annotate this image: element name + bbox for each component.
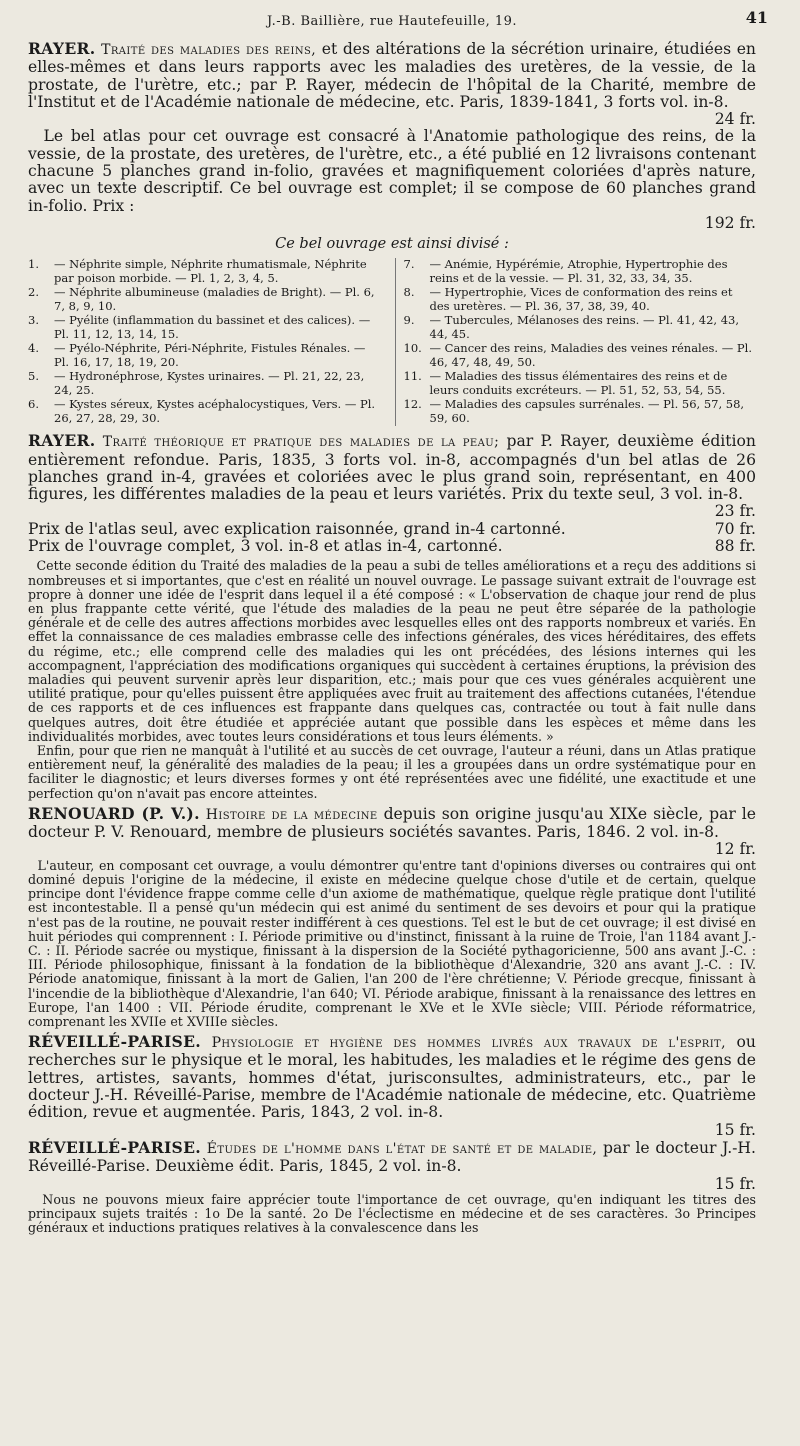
page-number: 41	[745, 8, 768, 27]
price: 15 fr.	[714, 1120, 756, 1139]
plate-description: — Hypertrophie, Vices de conformation des reins et des uretères. — Pl. 36, 37, 38, 39, 40.	[429, 285, 733, 313]
entry-body: par le docteur J.-H. Réveillé-Parise. Deuxième édit. Paris, 1845, 2 vol. in-8.	[28, 1138, 756, 1176]
price-line	[28, 111, 756, 128]
complete-price-label: Prix de l'ouvrage complet, 3 vol. in-8 et atlas in-4, cartonné.	[28, 537, 503, 556]
plate-number: 3.	[28, 313, 39, 328]
plate-number: 9.	[403, 313, 415, 328]
entry-note	[28, 1193, 756, 1236]
price: 24 fr.	[714, 110, 756, 129]
plate-description: — Anémie, Hypérémie, Atrophie, Hypertrophie des reins et de la vessie. — Pl. 31, 32, 33, 34, 35.	[429, 257, 728, 285]
plate-number: 8.	[403, 285, 415, 300]
plate-description: — Tubercules, Mélanoses des reins. — Pl. 41, 42, 43, 44, 45.	[429, 313, 740, 341]
note-text: Enfin, pour que rien ne manquât à l'utilité et au succès de cet ouvrage, l'auteur a réuni, dans un Atlas pratique entièrement neuf, la généralité des maladies de la peau; il les a groupées dans un ordre systématique pour en faciliter le diagnostic; et leurs diverses formes y ont été représentées avec une fidélité, une exactitude et une perfection qu'on n'avait pas encore atteintes.	[28, 742, 756, 801]
entry-title: Histoire de la médecine	[205, 806, 378, 823]
note-text: Nous ne pouvons mieux faire apprécier toute l'importance de cet ouvrage, qu'en indiquant les titres des principaux sujets traités : 1o De la santé. 2o De l'éclectisme en médecine et de ses caractères. 3o Principes généraux et inductions pratiques relatives à la convalescence dans les	[28, 1191, 756, 1236]
plate-description: — Kystes séreux, Kystes acéphalocystiques, Vers. — Pl. 26, 27, 28, 29, 30.	[54, 397, 376, 425]
entry-rayer-peau	[28, 432, 756, 503]
atlas-price: 192 fr.	[704, 213, 756, 232]
plates-column-left	[28, 258, 381, 426]
plate-description: — Néphrite simple, Néphrite rhumatismale, Néphrite par poison morbide. — Pl. 1, 2, 3, 4, 5.	[54, 257, 367, 285]
entry-body: ou recherches sur le physique et le moral, les habitudes, les maladies et le régime des gens de lettres, artistes, savants, hommes d'état, jurisconsultes, administrateurs, etc., par le docteur J.-H. Réveillé-Parise, membre de l'Académie nationale de médecine, etc. Quatrième édition, revue et augmentée. Paris, 1843, 2 vol. in-8.	[28, 1033, 756, 1122]
price: 12 fr.	[714, 840, 756, 859]
plate-group	[28, 258, 381, 285]
plate-description: — Pyélo-Néphrite, Péri-Néphrite, Fistules Rénales. — Pl. 16, 17, 18, 19, 20.	[54, 341, 366, 369]
plate-group	[404, 314, 757, 341]
plate-group	[28, 286, 381, 313]
plate-group	[28, 370, 381, 397]
plate-number: 11.	[403, 369, 422, 384]
price-line	[28, 503, 756, 520]
plate-group	[404, 286, 757, 313]
entry-note	[28, 744, 756, 801]
entry-body: par P. Rayer, deuxième édition entièrement refondue. Paris, 1835, 3 forts vol. in-8, accompagnés d'un bel atlas de 26 planches grand in-4, gravées et coloriées avec le plus grand soin, représentant, en 400 figures, les différentes maladies de la peau et leurs variétés. Prix du texte seul, 3 vol. in-8.	[28, 432, 756, 504]
plate-number: 5.	[28, 369, 39, 384]
note-text: L'auteur, en composant cet ouvrage, a voulu démontrer qu'entre tant d'opinions diverses ou contraires qui ont dominé depuis l'origine de la médecine, il existe en médecine quelque chose d'utile et de certain, quelque principe dont l'évidence frappe comme celle d'un axiome de mathématique, quelque règle pratique dont l'utilité est incontestable. Il a pensé qu'un médecin qui est animé du sentiment de ses devoirs et pour qui la pratique n'est pas de la routine, ne pouvait rester indifférent à ces questions. Tel est le but de cet ouvrage; il est divisé en huit périodes qui comprennent : I. Période primitive ou d'instinct, finissant à la ruine de Troie, l'an 1184 avant J.-C. : II. Période sacrée ou mystique, finissant à la dispersion de la Société pythagoricienne, 500 ans avant J.-C. : III. Période philosophique, finissant à la fondation de la bibliothèque d'Alexandrie, 320 ans avant J.-C. : IV. Période anatomique, finissant à la mort de Galien, l'an 200 de l'ère chrétienne; V. Période grecque, finissant à l'incendie de la bibliothèque d'Alexandrie, l'an 640; VI. Période arabique, finissant à la renaissance des lettres en Europe, l'an 1400 : VII. Période érudite, comprenant le XVe et le XVIe siècle; VIII. Période réformatrice, comprenant les XVIIe et XVIIIe siècles.	[28, 857, 756, 1029]
entry-reveille-etudes	[28, 1139, 756, 1176]
entry-title: Traité des maladies des reins,	[101, 42, 317, 58]
entry-note	[28, 559, 756, 744]
price: 23 fr.	[714, 502, 756, 521]
plate-number: 4.	[28, 341, 39, 356]
atlas-price: 70 fr.	[714, 519, 756, 538]
plate-group	[28, 398, 381, 425]
plate-group	[28, 342, 381, 369]
entry-note	[28, 859, 756, 1029]
plate-number: 7.	[403, 257, 415, 272]
plate-number: 10.	[403, 341, 422, 356]
plate-number: 12.	[403, 397, 422, 412]
plate-group	[404, 370, 757, 397]
entry-author: RAYER.	[28, 39, 96, 58]
entry-reveille-physiologie	[28, 1033, 756, 1121]
atlas-text: Le bel atlas pour cet ouvrage est consacré à l'Anatomie pathologique des reins, de la vessie, de la prostate, des uretères, de l'urètre, etc., a été publié en 12 livraisons contenant chacune 5 planches grand in-folio, gravées et magnifiquement coloriées d'après nature, avec un texte descriptif. Ce bel ouvrage est complet; il se compose de 60 planches grand in-folio. Prix :	[28, 127, 756, 215]
complete-price-line	[28, 538, 756, 555]
note-text: Cette seconde édition du Traité des maladies de la peau a subi de telles améliorations et a reçu des additions si nombreuses et si importantes, que c'est en réalité un nouvel ouvrage. Le passage suivant extrait de l'ouvrage est propre à donner une idée de l'esprit dans lequel il a été composé : « L'observation de chaque jour rend de plus en plus frappante cette vérité, que l'étude des maladies de la peau ne peut être séparée de la pathologie générale et de celle des autres affections morbides avec lesquelles elles ont des rapports nombreux et variés. En effet la connaissance de ces maladies embrasse celle des infections générales, des vices héréditaires, des effets du régime, etc.; elle comprend celle des maladies qui les ont précédées, des lésions internes qui les accompagnent, l'appréciation des modifications organiques qui succèdent à certaines éruptions, la prévision des maladies qui peuvent survenir après leur disparition, etc.; mais pour que ces vues générales acquièrent une utilité pratique, pour qu'elles puissent être appliquées avec fruit au traitement des affections cutanées, l'étendue de ces rapports et de ces influences est frappante dans quelques cas, contractée ou tout à fait nulle dans quelques autres, doit être étudiée et appréciée autant que possible dans les espèces et même dans les individualités morbides, avec toutes leurs considérations et tous leurs éléments. »	[28, 558, 757, 744]
complete-price: 88 fr.	[714, 537, 756, 556]
entry-renouard	[28, 805, 756, 842]
plate-description: — Néphrite albumineuse (maladies de Bright). — Pl. 6, 7, 8, 9, 10.	[54, 285, 375, 313]
entry-body: depuis son origine jusqu'au XIXe siècle, par le docteur P. V. Renouard, membre de plusieurs sociétés savantes. Paris, 1846. 2 vol. in-8.	[28, 804, 756, 842]
entry-author: RENOUARD (P. V.).	[28, 803, 200, 823]
price: 15 fr.	[714, 1174, 756, 1193]
entry-title: Physiologie et hygiène des hommes livrés aux travaux de l'esprit,	[211, 1035, 726, 1052]
atlas-price-label: Prix de l'atlas seul, avec explication raisonnée, grand in-4 cartonné.	[28, 519, 566, 538]
plate-number: 1.	[28, 257, 39, 272]
plate-group	[404, 258, 757, 285]
plate-group	[404, 398, 757, 425]
plate-description: — Hydronéphrose, Kystes urinaires. — Pl. 21, 22, 23, 24, 25.	[54, 369, 365, 397]
division-caption: Ce bel ouvrage est ainsi divisé :	[275, 236, 509, 253]
plate-number: 6.	[28, 397, 39, 412]
plate-group	[28, 314, 381, 341]
plate-description: — Cancer des reins, Maladies des veines rénales. — Pl. 46, 47, 48, 49, 50.	[429, 341, 752, 369]
plate-group	[404, 342, 757, 369]
entry-author: RÉVEILLÉ-PARISE.	[28, 1137, 202, 1157]
plates-table	[28, 258, 756, 426]
entry-rayer-reins	[28, 40, 756, 111]
atlas-price-line	[28, 215, 756, 232]
entry-body: et des altérations de la sécrétion urinaire, étudiées en elles-mêmes et dans leurs rapports avec les maladies des uretères, de la vessie, de la prostate, de l'urètre, etc.; par P. Rayer, médecin de l'hôpital de la Charité, membre de l'Institut et de l'Académie nationale de médecine, etc. Paris, 1839-1841, 3 forts vol. in-8.	[28, 40, 756, 111]
plate-description: — Maladies des capsules surrénales. — Pl. 56, 57, 58, 59, 60.	[429, 397, 745, 425]
entry-author: RAYER.	[28, 431, 96, 451]
plates-column-right	[395, 258, 757, 426]
plate-number: 2.	[28, 285, 39, 300]
running-head	[28, 0, 768, 40]
publisher-address: J.-B. Baillière, rue Hautefeuille, 19.	[266, 14, 518, 29]
atlas-price-line	[28, 521, 756, 538]
plate-description: — Pyélite (inflammation du bassinet et des calices). — Pl. 11, 12, 13, 14, 15.	[54, 313, 371, 341]
plate-description: — Maladies des tissus élémentaires des reins et de leurs conduits excréteurs. — Pl. 51, 52, 53, 54, 55.	[429, 369, 728, 397]
price-line	[28, 1122, 756, 1139]
entry-author: RÉVEILLÉ-PARISE.	[28, 1032, 202, 1052]
price-line	[28, 841, 756, 858]
price-line	[28, 1176, 756, 1193]
atlas-description	[28, 128, 756, 214]
entry-title: Études de l'homme dans l'état de santé et de maladie,	[206, 1140, 598, 1157]
entry-title: Traité théorique et pratique des maladies de la peau;	[102, 434, 500, 451]
